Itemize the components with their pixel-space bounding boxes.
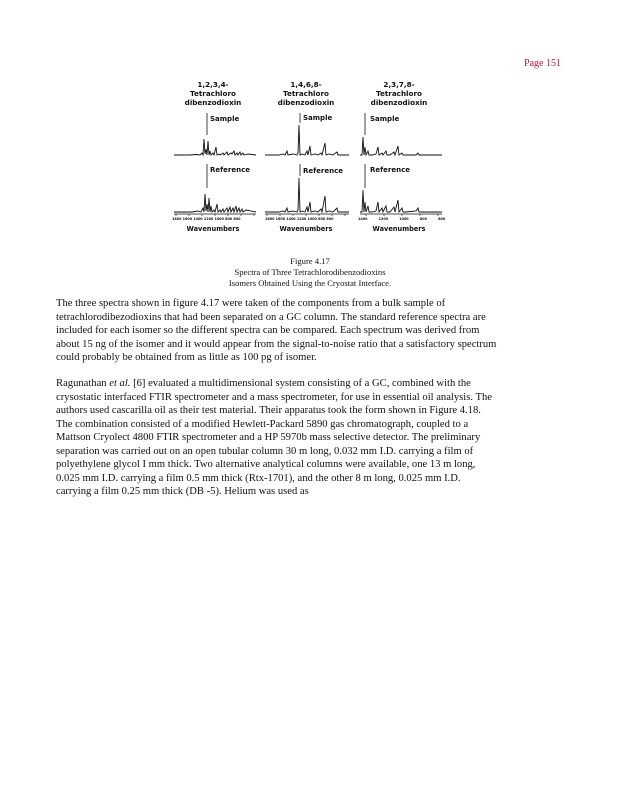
sample-spectrum bbox=[170, 113, 256, 158]
text-line: The three spectra shown in figure 4.17 were taken of the components from a bulk sample of bbox=[56, 298, 446, 309]
caption-line: Isomers Obtained Using the Cryostat Interface. bbox=[228, 278, 392, 288]
spectra-column-1234 bbox=[170, 80, 256, 242]
axis-ticks: 1800 1600 1400 1200 1000 800 600 bbox=[172, 217, 241, 221]
title-line: Tetrachloro bbox=[376, 89, 422, 98]
paragraph-1 bbox=[56, 297, 566, 365]
title-line: 1,2,3,4- bbox=[197, 80, 229, 89]
text-line: could probably be obtained from as little as 100 pg of isomer. bbox=[56, 352, 317, 363]
title-line: Tetrachloro bbox=[190, 89, 236, 98]
sample-label: Sample bbox=[370, 115, 400, 123]
text-line-first bbox=[56, 377, 566, 391]
text-line: Mattson Cryolect 4800 FTIR spectrometer and a HP 5970b mass selective detector. The preliminary bbox=[56, 432, 481, 443]
paragraph-2 bbox=[56, 377, 566, 499]
axis-label: Wavenumbers bbox=[279, 225, 333, 233]
caption-line: Figure 4.17 bbox=[290, 256, 330, 266]
title-line: 2,3,7,8- bbox=[383, 80, 415, 89]
figure-4-17 bbox=[170, 80, 446, 242]
reference-spectrum bbox=[170, 164, 256, 220]
reference-spectrum bbox=[263, 164, 349, 220]
sample-spectrum bbox=[356, 113, 442, 158]
spectra-column-2378 bbox=[356, 80, 446, 242]
sample-label: Sample bbox=[210, 115, 240, 123]
title-line: dibenzodioxin bbox=[370, 98, 428, 107]
reference-label: Reference bbox=[370, 166, 411, 174]
spectra-column-1468 bbox=[263, 80, 349, 242]
title-line: Tetrachloro bbox=[283, 89, 329, 98]
text-line: included for each isomer so the different spectra can be compared. Each spectrum was derived from bbox=[56, 325, 480, 336]
axis-ticks: 1800 1600 1400 1200 1000 800 600 bbox=[265, 217, 334, 221]
text-line: separation was carried out on an open tubular column 30 m long, 0.032 mm I.D. carrying a film of bbox=[56, 445, 474, 457]
reference-spectrum bbox=[356, 164, 446, 221]
text-line: The combination consisted of a modified Hewlett-Packard 5890 gas chromatograph, coupled to a bbox=[56, 418, 469, 430]
column-title bbox=[170, 80, 256, 107]
caption-line: Spectra of Three Tetrachlorodibenzodioxins bbox=[234, 267, 386, 277]
axis-label: Wavenumbers bbox=[372, 225, 426, 233]
reference-label: Reference bbox=[303, 167, 344, 175]
column-title bbox=[263, 80, 349, 107]
text-line: tetrachlorodibezodioxins that had been separated on a GC column. The standard reference spectra are bbox=[56, 311, 486, 323]
author-name: Ragunathan bbox=[56, 378, 107, 389]
text-line: authors used cascarilla oil as their test material. Their apparatus took the form shown in Figure 4.18. bbox=[56, 405, 481, 416]
sample-spectrum bbox=[263, 113, 349, 158]
text-line: 0.025 mm I.D. carrying a film 0.5 mm thick (Rtx-1701), and the other 8 m long, 0.025 mm I.D. bbox=[56, 472, 461, 484]
title-line: 1,4,6,8- bbox=[290, 80, 322, 89]
text-line: about 15 ng of the isomer and it would appear from the signal-to-noise ratio that a satisfactory spectrum bbox=[56, 338, 497, 350]
et-al: et al. bbox=[109, 378, 131, 389]
title-line: dibenzodioxin bbox=[184, 98, 242, 107]
page-number: Page 151 bbox=[524, 58, 561, 69]
reference-label: Reference bbox=[210, 166, 251, 174]
text-line: carrying a film 0.25 mm thick (DB -5). Helium was used as bbox=[56, 486, 309, 497]
text-line: crysostatic interfaced FTIR spectrometer and a mass spectrometer, for use in essential oil analysis. The bbox=[56, 391, 492, 403]
axis-ticks: 1400 1200 1000 800 600 bbox=[358, 217, 446, 221]
first-line-rest: [6] evaluated a multidimensional system consisting of a GC, combined with the bbox=[130, 378, 471, 389]
text-line: polyethylene glycol I mm thick. Two alternative analytical columns were available, one 13 m long, bbox=[56, 459, 476, 470]
sample-label: Sample bbox=[303, 114, 333, 122]
axis-label: Wavenumbers bbox=[186, 225, 240, 233]
column-title bbox=[356, 80, 442, 107]
figure-caption bbox=[150, 256, 470, 289]
title-line: dibenzodioxin bbox=[277, 98, 335, 107]
